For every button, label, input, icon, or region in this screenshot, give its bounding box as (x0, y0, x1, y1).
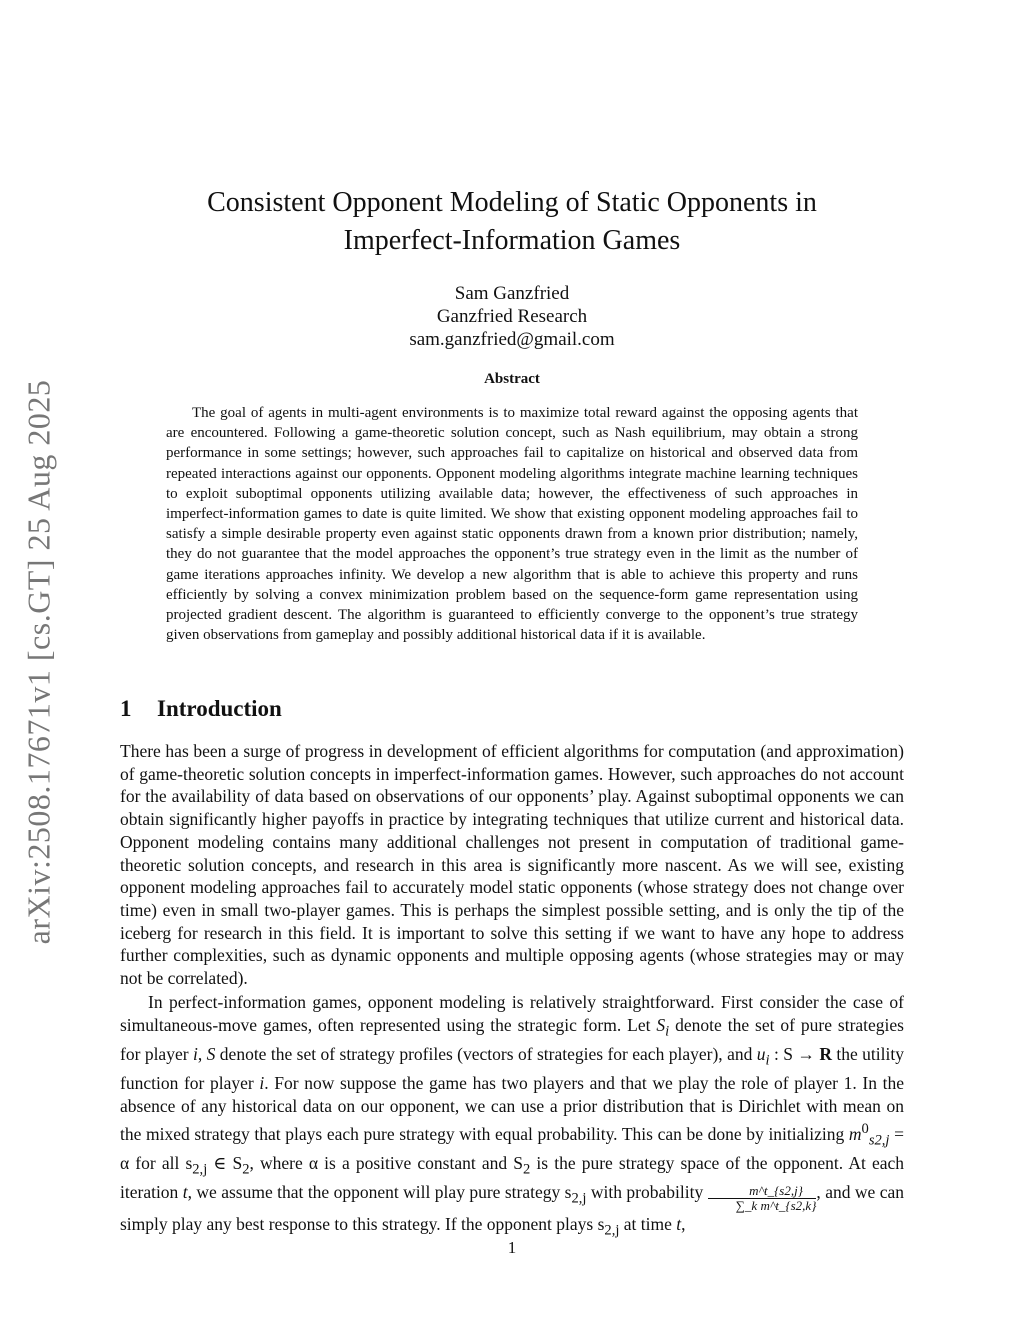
intro-paragraph-1: There has been a surge of progress in development of efficient algorithms for computation (and approximation) of game-theoretic solution concepts in imperfect-information games. However, such approaches do not account for the availability of data based on observations of our opponents’ play. Against suboptimal opponents we can obtain significantly higher payoffs in practice by integrating techniques that utilize current and historical data. Opponent modeling contains many additional challenges not present in computation of traditional game-theoretic solution concepts, and research in this area is significantly more nascent. As we will see, existing opponent modeling approaches fail to accurately model static opponents (whose strategy does not change over time) even in small two-player games. This is perhaps the simplest possible setting, and is only the tip of the iceberg for research in this field. It is important to solve this setting if we want to have any hope to address further complexities, such as dynamic opponents and multiple opposing agents (whose strategies may or may not be correlated). (120, 741, 904, 989)
arxiv-identifier: arXiv:2508.17671v1 [cs.GT] 25 Aug 2025 (20, 379, 57, 945)
abstract-text: The goal of agents in multi-agent environments is to maximize total reward against the opposing agents that are encountered. Following a game-theoretic solution concept, such as Nash equilibrium, may obtain a strong performance in some settings; however, such approaches fail to capitalize on historical and observed data from repeated interactions against our opponents. Opponent modeling algorithms integrate machine learning techniques to exploit suboptimal opponents utilizing available data; however, the effectiveness of such approaches in imperfect-information games to date is quite limited. We show that existing opponent modeling approaches fail to satisfy a simple desirable property even against static opponents drawn from a known prior distribution; namely, they do not guarantee that the model approaches the opponent’s true strategy even in the limit as the number of game iterations approaches infinity. We develop a new algorithm that is able to achieve this property and runs efficiently by solving a convex minimization problem based on the sequence-form game representation using projected gradient descent. The algorithm is guaranteed to efficiently converge to the opponent’s true strategy given observations from gameplay and possibly additional historical data if it is available. (166, 405, 858, 644)
page-number: 1 (507, 1238, 517, 1257)
section-title: Introduction (157, 696, 282, 721)
section-heading (120, 696, 282, 722)
author-email: sam.ganzfried@gmail.com (409, 329, 615, 350)
intro-paragraph-2: In perfect-information games, opponent modeling is relatively straightforward. First consider the case of simultaneous-move games, often represented using the strategic form. Let $S_i$ denote the set of pure strategies for player i, S denote the set of strategy profiles (vectors of strategies for each player), and $u_i$ : S → R the utility function for player i. For now suppose the game has two players and that we play the role of player 1. In the absence of any historical data on our opponent, we can use a prior distribution that is Dirichlet with mean on the mixed strategy that plays each pure strategy with equal probability. This can be done by initializing $m^0_{s2,j} = \alpha$ for all $s_{2,j}$ ∈ $S_2$, where α is a positive constant and $S_2$ is the pure strategy space of the opponent. At each iteration t, we assume that the opponent will play pure strategy $s_{2,j}$ with probability $\frac{m\^{}t\_\{s2,j\}}{\text{∑\_k m\textasciicircum{}t\_\{s2,k\}}}$ , and we can simply play any best response to this strategy. If the opponent plays $s_{2,j}$ at time t, (120, 992, 904, 1239)
author-block (300, 282, 724, 351)
probability-fraction: $\frac{m\^{}t\_\{s2,j\}}{\text{∑\_k m\textasciicircum{}t\_\{s2,k\}}}$ (708, 1184, 817, 1213)
abstract-heading: Abstract (484, 371, 540, 387)
author-name: Sam Ganzfried (454, 283, 570, 304)
author-affiliation: Ganzfried Research (436, 306, 588, 327)
paper-title: Consistent Opponent Modeling of Static Opponents in Imperfect-Information Games (207, 187, 817, 256)
section-number: 1 (120, 696, 132, 721)
